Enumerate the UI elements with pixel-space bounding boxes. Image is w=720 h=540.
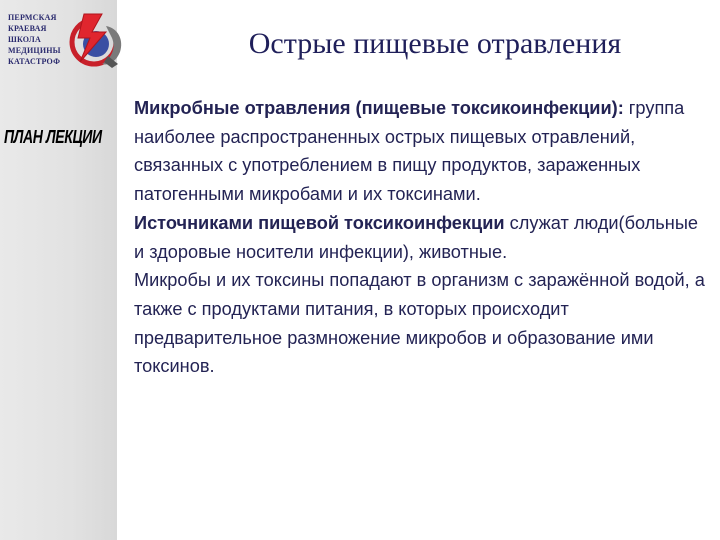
definition-term: Микробные отравления (пищевые токсикоинфекции): <box>134 98 624 118</box>
slide-body <box>134 94 706 381</box>
transmission-text: Микробы и их токсины попадают в организм с заражённой водой, а также с продуктами питания, в которых происходит предварительное размножение микробов и образование ими токсинов. <box>134 270 705 377</box>
definition-text: группа наиболее распространенных острых пищевых отравлений, связанных с употреблением в пищу продуктов, зараженных патогенными микробами и их токсинами. <box>134 98 685 205</box>
logo <box>4 6 128 72</box>
sources-term: Источниками пищевой токсикоинфекции <box>134 212 505 233</box>
sidebar <box>0 0 117 540</box>
paragraph-sources <box>134 209 706 266</box>
slide-title: Острые пищевые отравления <box>248 27 622 60</box>
paragraph-definition <box>134 94 706 209</box>
paragraph-transmission <box>134 266 706 381</box>
lecture-plan-label: ПЛАН ЛЕКЦИИ <box>4 127 102 147</box>
emblem-icon <box>62 6 128 72</box>
sources-text: служат люди(больные и здоровые носители инфекции), животные. <box>134 212 699 262</box>
logo-text: ПЕРМСКАЯ КРАЕВАЯ ШКОЛА МЕДИЦИНЫ КАТАСТРОФ <box>8 13 61 66</box>
